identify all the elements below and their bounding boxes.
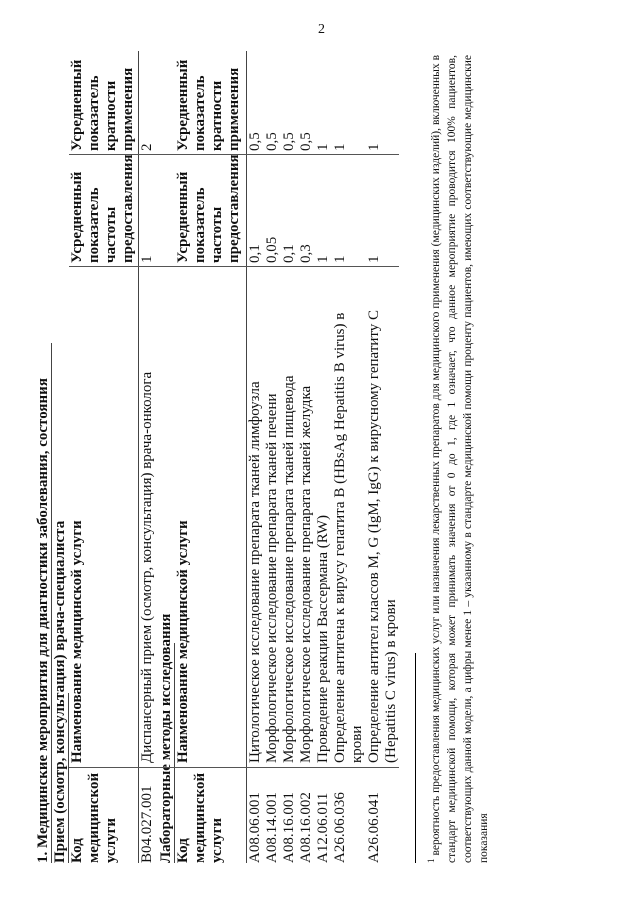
table-rule xyxy=(69,154,399,155)
footnote xyxy=(423,55,492,863)
cell-frequency: 0,3 xyxy=(298,244,314,263)
cell-frequency: 0,1 xyxy=(281,244,297,263)
cell-frequency: 1 xyxy=(366,255,382,263)
cell-name: Проведение реакции Вассермана (RW) xyxy=(315,514,331,763)
footnote-rule xyxy=(415,653,416,863)
cell-multiplicity: 0,5 xyxy=(281,132,297,151)
cell-multiplicity: 0,5 xyxy=(247,132,263,151)
page-number: 2 xyxy=(318,22,325,37)
header-name: Наименование медицинской услуги xyxy=(175,520,191,763)
cell-frequency: 1 xyxy=(139,255,155,263)
table-rule xyxy=(69,767,399,768)
table-rule xyxy=(246,51,247,863)
cell-code: A26.06.036 xyxy=(332,792,348,863)
cell-name: Морфологическое исследование препарата тканей печени xyxy=(264,393,280,763)
footnote-text: вероятность предоставления медицинских услуг или назначения лекарственных препаратов для медицинского применения (медицинских изделий), включенных в стандарт медицинской помощи, которая может принимать значения от 0 до 1, где 1 означает, что данное мероприятие проводится 100% пациентов, соответствующих данной модели, а цифры менее 1 – указанному в стандарте медицинской помощи проценту пациентов, имеющих соответствующие медицинские показания xyxy=(429,55,490,863)
table-rule xyxy=(174,643,175,863)
cell-code: A26.06.041 xyxy=(366,792,382,863)
cell-code: B04.027.001 xyxy=(139,785,155,863)
table-row xyxy=(139,43,159,863)
table-rule xyxy=(69,266,399,267)
cell-frequency: 1 xyxy=(332,255,348,263)
table-rule xyxy=(138,51,139,863)
header-multiplicity: Усредненный показатель кратности применения xyxy=(69,59,136,151)
cell-multiplicity: 1 xyxy=(315,143,331,151)
cell-frequency: 0,1 xyxy=(247,244,263,263)
cell-multiplicity: 0,5 xyxy=(264,132,280,151)
section-title: 1. Медицинские мероприятия для диагностики заболевания, состояния xyxy=(35,378,51,863)
header-multiplicity: Усредненный показатель кратности применения xyxy=(175,59,242,151)
header-frequency: Усредненный показатель частоты предоставления xyxy=(175,154,242,263)
cell-code: A08.16.001 xyxy=(281,792,297,863)
cell-name: Определение антител классов M, G (IgM, IgG) к вирусному гепатиту С (Hepatitis C virus) в крови xyxy=(366,309,399,763)
cell-code: A12.06.011 xyxy=(315,792,331,863)
subsection-title-laboratory: Лабораторные методы исследования xyxy=(158,613,174,863)
header-name: Наименование медицинской услуги xyxy=(69,520,85,763)
cell-multiplicity: 1 xyxy=(366,143,382,151)
cell-multiplicity: 0,5 xyxy=(298,132,314,151)
cell-frequency: 1 xyxy=(315,255,331,263)
cell-name: Цитологическое исследование препарата тканей лимфоузла xyxy=(247,381,263,763)
rotated-table-content xyxy=(35,43,565,863)
cell-code: A08.14.001 xyxy=(264,792,280,863)
footnote-mark: 1 xyxy=(426,858,436,863)
cell-multiplicity: 2 xyxy=(139,143,155,151)
subsection-title-consultation: Прием (осмотр, консультация) врача-специалиста xyxy=(52,520,68,863)
cell-name: Диспансерный прием (осмотр, консультация) врача-онколога xyxy=(139,371,155,763)
cell-name: Определение антигена к вирусу гепатита В (HBsAg Hepatitis B virus) в крови xyxy=(332,312,365,763)
table-rule xyxy=(68,693,69,863)
table-rule xyxy=(51,343,52,863)
header-frequency: Усредненный показатель частоты предоставления xyxy=(69,154,136,263)
cell-code: A08.16.002 xyxy=(298,792,314,863)
header-code: Код медицинской услуги xyxy=(69,772,119,863)
table-header-row xyxy=(175,43,247,863)
header-code: Код медицинской услуги xyxy=(175,772,225,863)
cell-code: A08.06.001 xyxy=(247,792,263,863)
cell-name: Морфологическое исследование препарата тканей пищевода xyxy=(281,375,297,763)
cell-name: Морфологическое исследование препарата тканей желудка xyxy=(298,385,314,763)
table-header-row xyxy=(69,43,139,863)
cell-multiplicity: 1 xyxy=(332,143,348,151)
cell-frequency: 0,05 xyxy=(264,236,280,263)
